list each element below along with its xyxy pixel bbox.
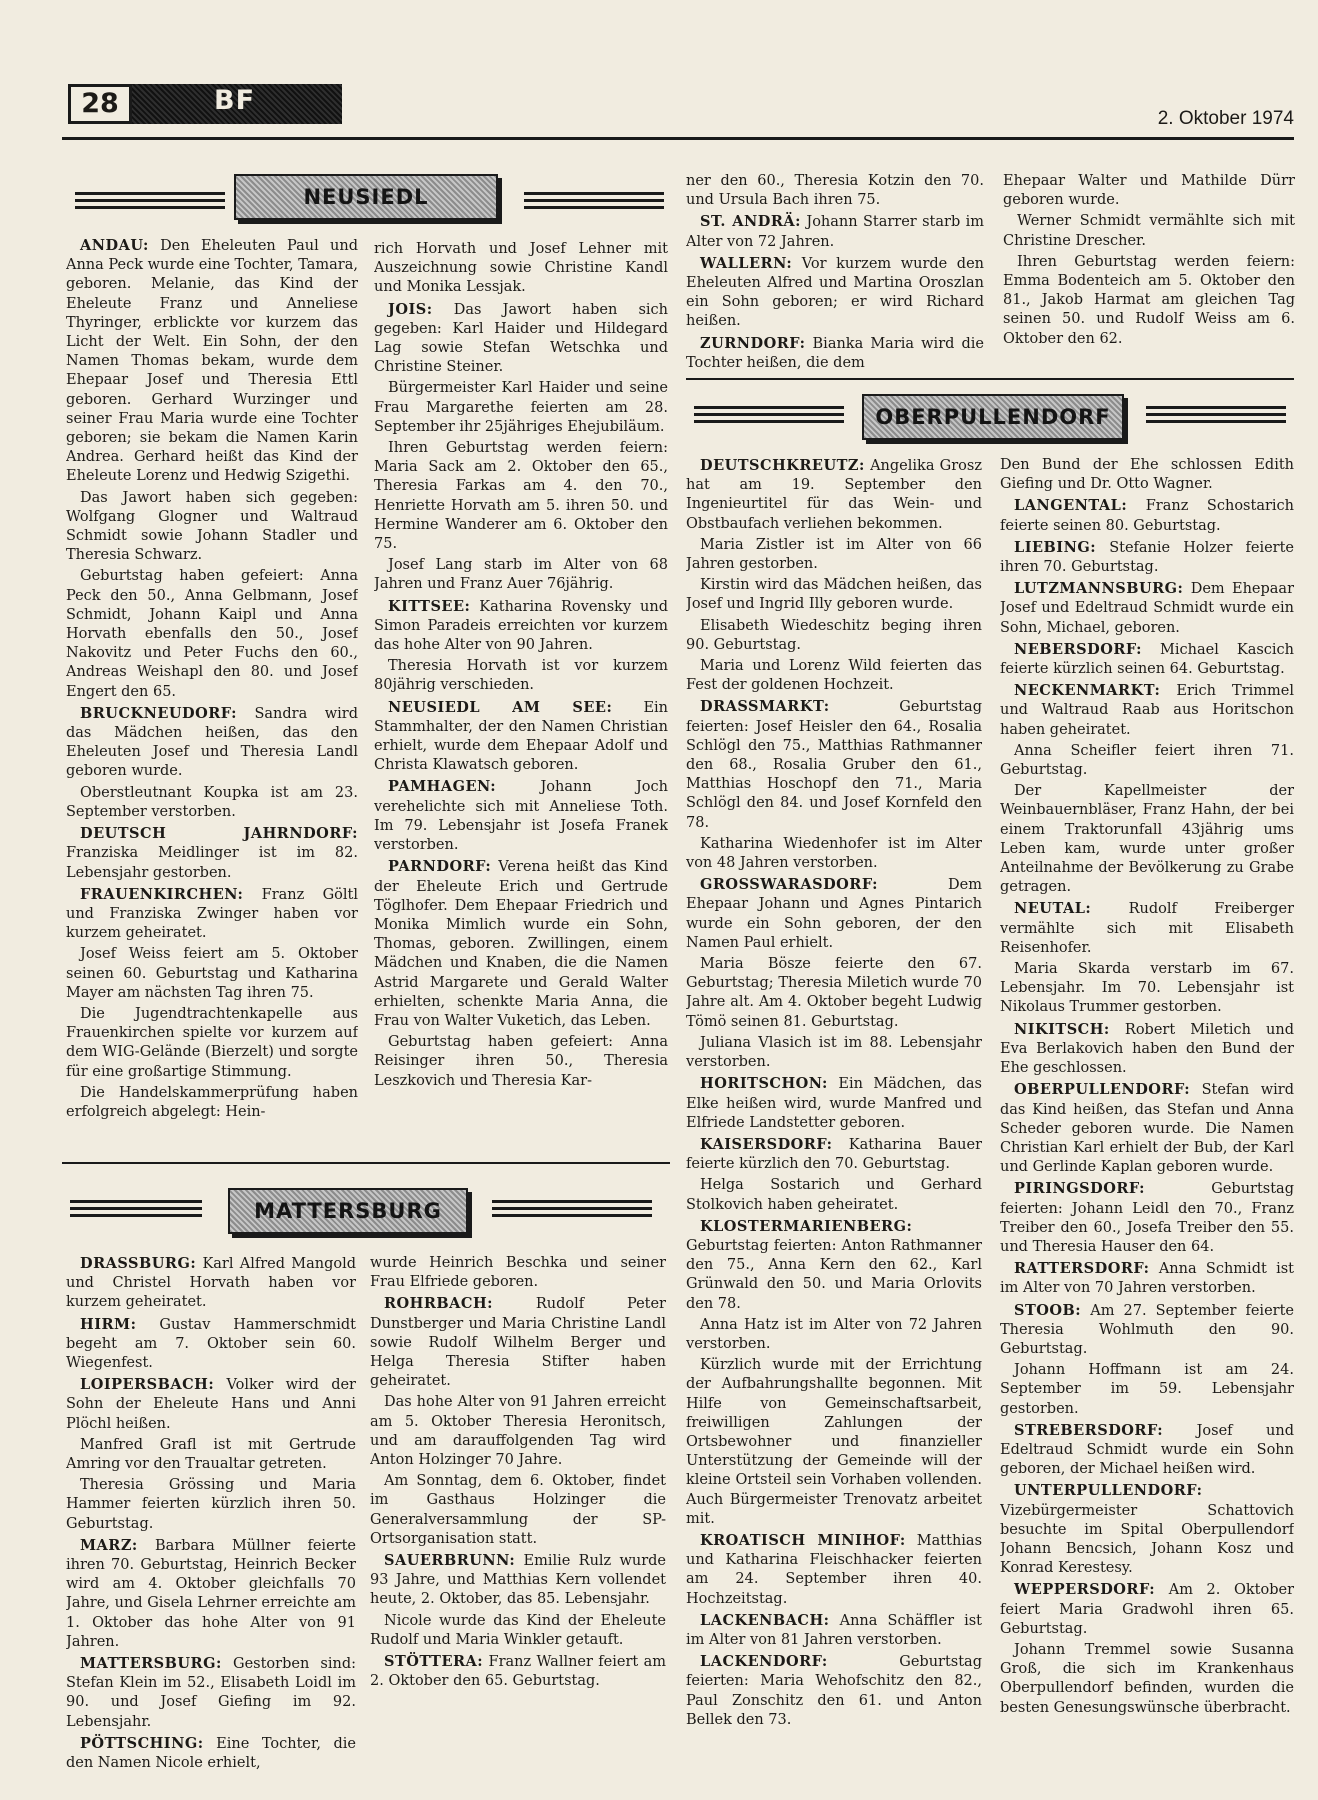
news-item	[66, 489, 358, 566]
news-item	[66, 567, 358, 701]
news-item	[686, 576, 982, 614]
news-item	[370, 1551, 666, 1610]
item-text: Juliana Vlasich ist im 88. Lebensjahr verstorben.	[686, 1034, 982, 1071]
column-neusiedl-4	[1003, 172, 1295, 372]
place-name: MARZ:	[80, 1536, 138, 1554]
news-item	[1000, 579, 1294, 638]
place-name: KROATISCH MINIHOF:	[700, 1531, 906, 1549]
news-item	[1000, 496, 1294, 535]
item-text: Rudolf Peter Dunstberger und Maria Christine Landl sowie Rudolf Wilhelm Berger und Helga Theresia Stifter haben geheiratet.	[370, 1296, 666, 1390]
item-text: Geburtstag feierten: Maria Wehofschitz den 82., Paul Zonschitz den 61. und Anton Bellek den 73.	[686, 1654, 982, 1728]
section-title: OBERPULLENDORF	[875, 405, 1111, 429]
news-item	[686, 1356, 982, 1529]
place-name: KAISERSDORF:	[700, 1135, 833, 1153]
item-text: Josef und Edeltraud Schmidt wurde ein Sohn geboren, der Michael heißen wird.	[1000, 1422, 1294, 1478]
place-name: MATTERSBURG:	[80, 1655, 222, 1673]
news-item	[1000, 782, 1294, 897]
section-decoration-right	[524, 192, 664, 210]
news-item	[1000, 1301, 1294, 1360]
section-rule-oberpullendorf	[686, 378, 1294, 380]
item-text: Barbara Müllner feierte ihren 70. Geburtstag, Heinrich Becker wird am 4. Oktober gleichfalls 70 Jahre, und Gisela Lehrner erreichte am 1. Oktober das hohe Alter von 91 Jahren.	[66, 1537, 356, 1650]
news-item	[66, 885, 358, 944]
place-name: SAUERBRUNN:	[384, 1552, 516, 1570]
news-item	[374, 857, 668, 1031]
item-text: Ein Mädchen, das Elke heißen wird, wurde Manfred und Elfriede Landstetter geboren.	[686, 1076, 982, 1131]
place-name: STREBERSDORF:	[1014, 1421, 1164, 1439]
item-text: Anna Scheifler feiert ihren 71. Geburtstag.	[1000, 742, 1294, 779]
column-neusiedl-1	[66, 236, 358, 1156]
item-text: Karl Alfred Mangold und Christel Horvath haben vor kurzem geheiratet.	[66, 1256, 356, 1311]
news-item	[686, 657, 982, 695]
page-header	[62, 72, 1294, 142]
section-decoration-right	[492, 1200, 652, 1218]
news-item	[66, 1315, 356, 1374]
news-item	[374, 379, 668, 437]
place-name: PARNDORF:	[388, 858, 492, 876]
news-item	[1000, 538, 1294, 577]
item-text: Die Jugendtrachtenkapelle aus Frauenkirchen spielte vor kurzem auf dem WIG-Gelände (Bierzelt) und sorgte für eine großartige Stimmung.	[66, 1005, 358, 1080]
place-name: KLOSTERMARIENBERG:	[700, 1217, 913, 1235]
item-text: Geburtstag feierten: Josef Heisler den 64., Rosalia Schlögl den 75., Matthias Rathmanner den 68., Rosalia Gruber den 61., Matthias Hoschopf den 71., Maria Schlögl den 84. und Josef Kornfeld den 78.	[686, 699, 982, 831]
news-item	[1003, 212, 1295, 250]
section-decoration-left	[75, 192, 225, 210]
column-oberpullendorf-2	[1000, 456, 1294, 1774]
publication-name: BF	[214, 85, 256, 116]
place-name: STOOB:	[1014, 1301, 1082, 1319]
column-oberpullendorf-1	[686, 456, 982, 1774]
item-text: Werner Schmidt vermählte sich mit Christine Drescher.	[1003, 213, 1295, 249]
news-item	[686, 334, 984, 372]
news-item	[66, 1536, 356, 1652]
place-name: PIRINGSDORF:	[1014, 1180, 1146, 1198]
place-name: NIKITSCH:	[1014, 1020, 1110, 1038]
news-item	[1000, 899, 1294, 958]
news-item	[1000, 1421, 1294, 1480]
item-text: Maria Bösze feierte den 67. Geburtstag; Theresia Miletich wurde 70 Jahre alt. Am 4. Oktober begeht Ludwig Tömö seinen 81. Geburtstag.	[686, 956, 982, 1030]
news-item	[1000, 1641, 1294, 1718]
column-neusiedl-3	[686, 172, 984, 372]
place-name: GROSSWARASDORF:	[700, 876, 878, 894]
news-item	[1000, 1361, 1294, 1419]
news-item	[374, 698, 668, 776]
item-text: Stefanie Holzer feierte ihren 70. Geburtstag.	[1000, 539, 1294, 576]
news-item	[66, 1654, 356, 1732]
place-name: LOIPERSBACH:	[80, 1376, 215, 1394]
item-text: Verena heißt das Kind der Eheleute Erich und Gertrude Töglhofer. Dem Ehepaar Friedrich und Monika Mimlich wurde ein Sohn, Thomas, geboren. Zwillingen, einem Mädchen und Knaben, die die Namen Astrid Margarete und Gerald Walter erhielten, schenkte Maria Anna, die Frau von Walter Vuketich, das Leben.	[374, 859, 668, 1029]
place-name: LACKENDORF:	[700, 1653, 828, 1671]
section-decoration-left	[70, 1200, 202, 1218]
item-text: Das Jawort haben sich gegeben: Karl Haider und Hildegard Lag sowie Stefan Wetschka und Christine Steiner.	[374, 301, 668, 376]
place-name: WEPPERSDORF:	[1014, 1581, 1156, 1599]
item-text: Manfred Grafl ist mit Gertrude Amring vor den Traualtar getreten.	[66, 1436, 356, 1473]
news-item	[686, 1217, 982, 1314]
item-text: Theresia Horvath ist vor kurzem 80jährig verschieden.	[374, 658, 668, 694]
item-text: Josef Lang starb im Alter von 68 Jahren und Franz Auer 76jährig.	[374, 557, 668, 593]
section-decoration-left	[694, 406, 844, 424]
item-text: Katharina Bauer feierte kürzlich den 70. Geburtstag.	[686, 1136, 982, 1173]
item-text: rich Horvath und Josef Lehner mit Auszeichnung sowie Christine Kandl und Monika Lessjak.	[374, 241, 668, 296]
place-name: DEUTSCHKREUTZ:	[700, 457, 865, 474]
item-text: Gestorben sind: Stefan Klein im 52., Elisabeth Loidl im 90. und Josef Giefing im 92. Lebensjahr.	[66, 1656, 356, 1730]
place-name: WALLERN:	[700, 254, 793, 272]
news-item	[374, 439, 668, 554]
item-text: Geburtstag feierten: Johann Leidl den 70., Franz Treiber den 60., Josefa Treiber den 55. und Theresia Hauser den 64.	[1000, 1181, 1294, 1255]
news-item	[370, 1393, 666, 1470]
news-item	[1000, 1020, 1294, 1079]
news-item	[686, 212, 984, 251]
item-text: Helga Sostarich und Gerhard Stolkovich haben geheiratet.	[686, 1177, 982, 1213]
news-item	[686, 1176, 982, 1214]
item-text: Josef Weiss feiert am 5. Oktober seinen 60. Geburtstag und Katharina Mayer am nächsten Tag ihren 75.	[66, 946, 358, 1001]
news-item	[66, 945, 358, 1003]
item-text: wurde Heinrich Beschka und seiner Frau Elfriede geboren.	[370, 1255, 666, 1291]
item-text: Johann Tremmel sowie Susanna Groß, die sich im Krankenhaus Oberpullendorf befinden, wurden die besten Genesungswünsche überbracht.	[1000, 1641, 1294, 1716]
news-item	[686, 456, 982, 534]
place-name: KITTSEE:	[388, 597, 471, 615]
news-item	[1003, 172, 1295, 210]
news-item	[1000, 681, 1294, 740]
item-text: Ihren Geburtstag werden feiern: Emma Bodenteich am 5. Oktober den 81., Jakob Harmat am gleichen Tag seinen 50. und Rudolf Weiss am 6. Oktober den 62.	[1003, 253, 1295, 347]
section-rule-mattersburg	[62, 1162, 670, 1164]
header-rule	[62, 137, 1294, 140]
column-neusiedl-2	[374, 240, 668, 1156]
place-name: JOIS:	[388, 300, 433, 318]
item-text: Michael Kascich feierte kürzlich seinen 64. Geburtstag.	[1000, 641, 1294, 678]
news-item	[1003, 253, 1295, 349]
column-mattersburg-2	[370, 1254, 666, 1774]
item-text: Angelika Grosz hat am 19. September den Ingenieurtitel für das Wein- und Obstbaufach verliehen bekommen.	[686, 458, 982, 532]
news-item	[686, 1611, 982, 1650]
news-item	[374, 1033, 668, 1091]
news-item	[66, 784, 358, 822]
publication-box	[132, 84, 342, 124]
item-text: Kirstin wird das Mädchen heißen, das Josef und Ingrid Illy geboren wurde.	[686, 577, 982, 613]
news-item	[66, 1476, 356, 1534]
item-text: Kürzlich wurde mit der Errichtung der Aufbahrungshallte begonnen. Mit Hilfe von Gemeinschaftsarbeit, freiwilligen Zahlungen der Ortsbewohner und finanzieller Unterstützung der Gemeinde will der kleine Ortsteil sein Vorhaben vollenden. Auch Bürgermeister Trenovatz arbeitet mit.	[686, 1357, 982, 1527]
place-name: HIRM:	[80, 1315, 137, 1333]
news-item	[686, 254, 984, 332]
item-text: Robert Miletich und Eva Berlakovich haben den Bund der Ehe geschlossen.	[1000, 1021, 1294, 1077]
news-item	[370, 1254, 666, 1292]
place-name: DRASSMARKT:	[700, 698, 830, 716]
item-text: Franz Göltl und Franziska Zwinger haben vor kurzem geheiratet.	[66, 886, 358, 942]
place-name: LANGENTAL:	[1014, 497, 1128, 515]
item-text: Katharina Wiedenhofer ist im Alter von 48 Jahren verstorben.	[686, 835, 982, 872]
item-text: Elisabeth Wiedeschitz beging ihren 90. Geburtstag.	[686, 617, 982, 653]
place-name: DRASSBURG:	[80, 1255, 197, 1272]
news-item	[686, 1135, 982, 1174]
news-item	[1000, 1580, 1294, 1639]
news-item	[370, 1652, 666, 1691]
news-item	[686, 1531, 982, 1609]
section-title: NEUSIEDL	[303, 185, 429, 209]
item-text: Geburtstag haben gefeiert: Anna Peck den 50., Anna Gelbmann, Josef Schmidt, Johann Kaipl und Anna Horvath ebenfalls den 50., Josef Nakovitz und Peter Fuchs den 60., Andreas Weishapl den 80. und Josef Engert den 65.	[66, 568, 358, 700]
news-item	[66, 1375, 356, 1434]
item-text: Geburtstag feierten: Anton Rathmanner den 75., Anna Kern den 62., Karl Grünwald den 50. und Maria Orlovits den 78.	[686, 1237, 982, 1312]
item-text: Emilie Rulz wurde 93 Jahre, und Matthias Kern vollendet heute, 2. Oktober, das 85. Lebensjahr.	[370, 1553, 666, 1608]
section-banner-oberpullendorf	[862, 394, 1124, 440]
item-text: Oberstleutnant Koupka ist am 23. September verstorben.	[66, 784, 358, 820]
item-text: Die Handelskammerprüfung haben erfolgreich abgelegt: Hein-	[66, 1084, 358, 1120]
news-item	[686, 835, 982, 873]
news-item	[66, 824, 358, 883]
news-item	[374, 657, 668, 695]
item-text: Anna Schmidt ist im Alter von 70 Jahren verstorben.	[1000, 1261, 1294, 1297]
item-text: Am 27. September feierte Theresia Wohlmuth den 90. Geburtstag.	[1000, 1302, 1294, 1357]
item-text: ner den 60., Theresia Kotzin den 70. und Ursula Bach ihren 75.	[686, 173, 984, 209]
place-name: DEUTSCH JAHRNDORF:	[80, 825, 358, 843]
news-item	[686, 1074, 982, 1133]
place-name: UNTERPULLENDORF:	[1014, 1482, 1203, 1500]
item-text: Theresia Grössing und Maria Hammer feierten kürzlich ihren 50. Geburtstag.	[66, 1477, 356, 1532]
news-item	[66, 1005, 358, 1082]
item-text: Ein Stammhalter, der den Namen Christian erhielt, wurde dem Ehepaar Adolf und Christa Klawatsch geboren.	[374, 699, 668, 774]
news-item	[1000, 960, 1294, 1018]
news-item	[66, 236, 358, 487]
news-item	[374, 556, 668, 594]
news-item	[686, 1034, 982, 1072]
news-item	[1000, 1481, 1294, 1578]
news-item	[686, 172, 984, 210]
place-name: NEBERSDORF:	[1014, 640, 1143, 658]
place-name: HORITSCHON:	[700, 1075, 828, 1093]
news-item	[66, 704, 358, 782]
news-item	[66, 1734, 356, 1773]
item-text: Maria Zistler ist im Alter von 66 Jahren gestorben.	[686, 536, 982, 573]
news-item	[374, 240, 668, 298]
news-item	[1000, 456, 1294, 494]
place-name: LUTZMANNSBURG:	[1014, 580, 1184, 598]
page-number: 28	[68, 84, 132, 124]
column-mattersburg-1	[66, 1254, 356, 1774]
item-text: Gustav Hammerschmidt begeht am 7. Oktober sein 60. Wiegenfest.	[66, 1316, 356, 1372]
place-name: BRUCKNEUDORF:	[80, 704, 237, 722]
item-text: Sandra wird das Mädchen heißen, das den Eheleuten Josef und Theresia Landl geboren wurde.	[66, 705, 358, 780]
item-text: Ihren Geburtstag werden feiern: Maria Sack am 2. Oktober den 65., Theresia Farkas am 4. den 70., Henriette Horvath am 5. ihren 50. und Hermine Wanderer am 6. Oktober den 75.	[374, 440, 668, 553]
place-name: STÖTTERA:	[384, 1653, 484, 1671]
item-text: Bürgermeister Karl Haider und seine Frau Margarethe feierten am 28. September ihr 25jähriges Ehejubiläum.	[374, 380, 668, 435]
news-item	[1000, 640, 1294, 679]
news-item	[370, 1472, 666, 1549]
news-item	[370, 1294, 666, 1391]
section-banner-neusiedl	[234, 174, 498, 220]
news-item	[370, 1612, 666, 1650]
place-name: LIEBING:	[1014, 538, 1097, 556]
item-text: Volker wird der Sohn der Eheleute Hans und Anni Plöchl heißen.	[66, 1377, 356, 1432]
item-text: Johann Joch verehelichte sich mit Anneliese Toth. Im 79. Lebensjahr ist Josefa Franek verstorben.	[374, 779, 668, 854]
item-text: Johann Hoffmann ist am 24. September im 59. Lebensjahr gestorben.	[1000, 1362, 1294, 1417]
item-text: Am 2. Oktober feiert Maria Gradwohl ihren 65. Geburtstag.	[1000, 1582, 1294, 1637]
item-text: Der Kapellmeister der Weinbauernbläser, Franz Hahn, der bei einem Traktorunfall 43jährig ums Leben kam, wurde unter großer Anteilnahme der Bevölkerung zu Grabe getragen.	[1000, 783, 1294, 896]
item-text: Vor kurzem wurde den Eheleuten Alfred und Martina Oroszlan ein Sohn geboren; er wird Richard heißen.	[686, 255, 984, 330]
item-text: Anna Schäffler ist im Alter von 81 Jahren verstorben.	[686, 1612, 982, 1648]
place-name: NECKENMARKT:	[1014, 682, 1161, 700]
place-name: ROHRBACH:	[384, 1295, 494, 1313]
place-name: LACKENBACH:	[700, 1611, 830, 1629]
news-item	[66, 1254, 356, 1313]
issue-date: 2. Oktober 1974	[1157, 108, 1294, 129]
item-text: Das Jawort haben sich gegeben: Wolfgang Glogner und Waltraud Schmidt sowie Johann Stadler und Theresia Schwarz.	[66, 489, 358, 564]
item-text: Bianka Maria wird die Tochter heißen, die dem	[686, 335, 984, 371]
item-text: Maria und Lorenz Wild feierten das Fest der goldenen Hochzeit.	[686, 658, 982, 694]
news-item	[686, 697, 982, 832]
item-text: Johann Starrer starb im Alter von 72 Jahren.	[686, 214, 984, 250]
place-name: ZURNDORF:	[700, 334, 806, 352]
place-name: ST. ANDRÄ:	[700, 213, 801, 231]
news-item	[66, 1436, 356, 1474]
item-text: Nicole wurde das Kind der Eheleute Rudolf und Maria Winkler getauft.	[370, 1612, 666, 1648]
news-item	[686, 955, 982, 1032]
item-text: Vizebürgermeister Schattovich besuchte im Spital Oberpullendorf Johann Bencsich, Johann Kosz und Konrad Kerestesy.	[1000, 1502, 1294, 1577]
item-text: Franz Schostarich feierte seinen 80. Geburtstag.	[1000, 498, 1294, 534]
place-name: OBERPULLENDORF:	[1014, 1081, 1191, 1099]
item-text: Erich Trimmel und Waltraud Raab aus Horitschon haben geheiratet.	[1000, 683, 1294, 738]
section-decoration-right	[1146, 406, 1286, 424]
section-banner-mattersburg	[228, 1188, 468, 1234]
item-text: Das hohe Alter von 91 Jahren erreicht am 5. Oktober Theresia Heronitsch, und am darauffolgenden Tag wird Anton Holzinger 70 Jahre.	[370, 1394, 666, 1469]
place-name: ANDAU:	[80, 237, 149, 254]
news-item	[686, 1652, 982, 1730]
news-item	[374, 777, 668, 855]
item-text: Geburtstag haben gefeiert: Anna Reisinger ihren 50., Theresia Leszkovich und Theresia Kar-	[374, 1034, 668, 1089]
place-name: NEUSIEDL AM SEE:	[388, 698, 613, 716]
item-text: Eine Tochter, die den Namen Nicole erhielt,	[66, 1735, 356, 1772]
item-text: Katharina Rovensky und Simon Paradeis erreichten vor kurzem das hohe Alter von 90 Jahren.	[374, 598, 668, 654]
item-text: Stefan wird das Kind heißen, das Stefan und Anna Scheder geboren wurde. Die Namen Christian Karl erhielt der Bub, der Karl und Gerlinde Kaplan geboren wurde.	[1000, 1082, 1294, 1176]
item-text: Am Sonntag, dem 6. Oktober, findet im Gasthaus Holzinger die Generalversammlung der SP-Ortsorganisation statt.	[370, 1473, 666, 1547]
news-item	[1000, 1080, 1294, 1177]
item-text: Maria Skarda verstarb im 67. Lebensjahr. Im 70. Lebensjahr ist Nikolaus Trummer gestorben.	[1000, 961, 1294, 1016]
news-item	[1000, 742, 1294, 780]
news-item	[686, 617, 982, 655]
item-text: Ehepaar Walter und Mathilde Dürr geboren wurde.	[1003, 173, 1295, 209]
item-text: Den Eheleuten Paul und Anna Peck wurde eine Tochter, Tamara, geboren. Melanie, das Kind der Eheleute Franz und Anneliese Thyringer, erblickte vor kurzem das Licht der Welt. Ein Sohn, der den Namen Thomas bekam, wurde dem Ehepaar Josef und Theresia Ettl geboren. Gerhard Wurzinger und seiner Frau Maria wurde eine Tochter geboren; sie bekam die Namen Karin Andrea. Gerhard heißt das Kind der Eheleute Lorenz und Hedwig Szigethi.	[66, 238, 358, 485]
news-item	[686, 875, 982, 953]
item-text: Dem Ehepaar Josef und Edeltraud Schmidt wurde ein Sohn, Michael, geboren.	[1000, 581, 1294, 636]
news-item	[1000, 1259, 1294, 1298]
place-name: NEUTAL:	[1014, 900, 1092, 918]
news-item	[66, 1084, 358, 1122]
item-text: Anna Hatz ist im Alter von 72 Jahren verstorben.	[686, 1316, 982, 1352]
place-name: RATTERSDORF:	[1014, 1260, 1150, 1278]
news-item	[686, 536, 982, 574]
news-item	[686, 1316, 982, 1354]
item-text: Dem Ehepaar Johann und Agnes Pintarich wurde ein Sohn geboren, der den Namen Paul erhielt.	[686, 877, 982, 951]
place-name: FRAUENKIRCHEN:	[80, 885, 244, 903]
item-text: Den Bund der Ehe schlossen Edith Giefing und Dr. Otto Wagner.	[1000, 457, 1294, 493]
item-text: Franziska Meidlinger ist im 82. Lebensjahr gestorben.	[66, 845, 358, 881]
item-text: Rudolf Freiberger vermählte sich mit Elisabeth Reisenhofer.	[1000, 901, 1294, 956]
news-item	[374, 597, 668, 656]
place-name: PAMHAGEN:	[388, 778, 497, 796]
item-text: Matthias und Katharina Fleischhacker feierten am 24. September ihren 40. Hochzeitstag.	[686, 1532, 982, 1607]
news-item	[1000, 1179, 1294, 1257]
section-title: MATTERSBURG	[254, 1199, 442, 1223]
item-text: Franz Wallner feiert am 2. Oktober den 65. Geburtstag.	[370, 1654, 666, 1690]
news-item	[374, 300, 668, 378]
place-name: PÖTTSCHING:	[80, 1734, 204, 1752]
